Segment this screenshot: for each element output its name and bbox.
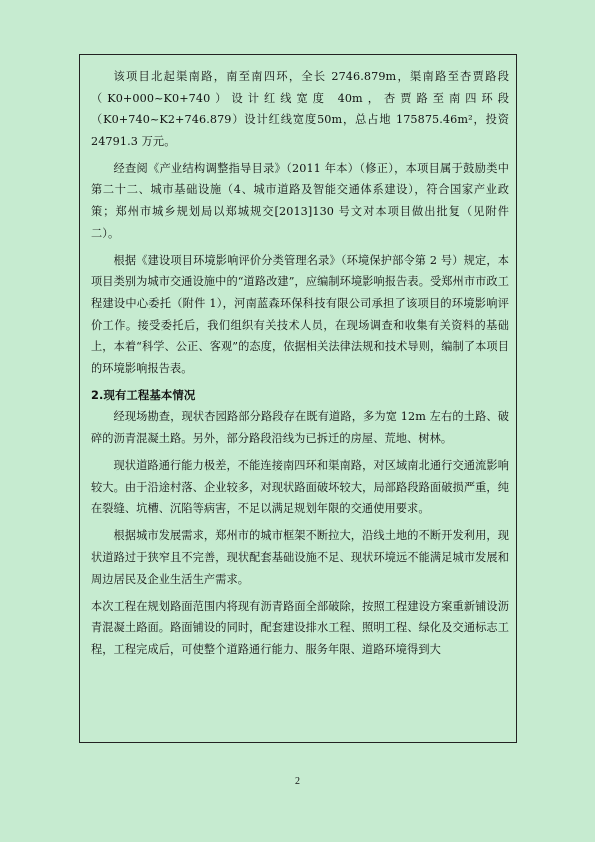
paragraph-eia-classification: 根据《建设项目环境影响评价分类管理名录》（环境保护部令第 2 号）规定，本项目类别为城市交通设施中的“道路改建”，应编制环境影响报告表。受郑州市市政工程建设中心委托（附件 1），河南蓝森环保科技有限公司承担了该项目的环境影响评价工作。接受委托后，我们组织有关技术人员，在现场调查和收集有关资料的基础上，本着“科学、公正、客观”的态度，依据相关法律法规和技术导则，编制了本项目的环境影响报告表。 bbox=[91, 253, 509, 375]
paragraph-construction-plan: 本次工程在规划路面范围内将现有沥青路面全部破除，按照工程建设方案重新铺设沥青混凝土路面。路面铺设的同时，配套建设排水工程、照明工程、绿化及交通标志工程，工程完成后，可使整个道路通行能力、服务年限、道路环境得到大 bbox=[91, 599, 509, 656]
paragraph-project-overview: 该项目北起渠南路，南至南四环，全长 2746.879m，渠南路至杏贾路段（K0+000~K0+740）设计红线宽度 40m，杏贾路至南四环段（K0+740~K2+746.879）设计红线宽度50m，总占地 175875.46m²，投资 24791.3 万元。 bbox=[91, 70, 509, 148]
paragraph-industry-policy: 经查阅《产业结构调整指导目录》（2011 年本）（修正），本项目属于鼓励类中第二十二、城市基础设施（4、城市道路及智能交通体系建设），符合国家产业政策；郑州市城乡规划局以郑城规交[2013]130 号文对本项目做出批复（见附件二）。 bbox=[91, 161, 509, 240]
paragraph-urban-demand: 根据城市发展需求，郑州市的城市框架不断拉大，沿线土地的不断开发利用，现状道路过于狭窄且不完善，现状配套基础设施不足、现状环境远不能满足城市发展和周边居民及企业生活生产需求。 bbox=[91, 529, 509, 586]
paragraph-road-condition: 现状道路通行能力极差，不能连接南四环和渠南路，对区域南北通行交通流影响较大。由于沿途村落、企业较多，对现状路面破坏较大，局部路段路面破损严重，纯在裂缝、坑槽、沉陷等病害，不足以满足规划年限的交通使用要求。 bbox=[91, 459, 509, 516]
page-number: 2 bbox=[295, 776, 300, 787]
paragraph-site-survey: 经现场勘查，现状杏园路部分路段存在既有道路，多为宽 12m 左右的土路、破碎的沥青混凝土路。另外，部分路段沿线为已拆迁的房屋、荒地、树林。 bbox=[91, 410, 509, 445]
section-heading-existing-project: 2.现有工程基本情况 bbox=[91, 387, 196, 402]
document-body bbox=[91, 66, 509, 660]
